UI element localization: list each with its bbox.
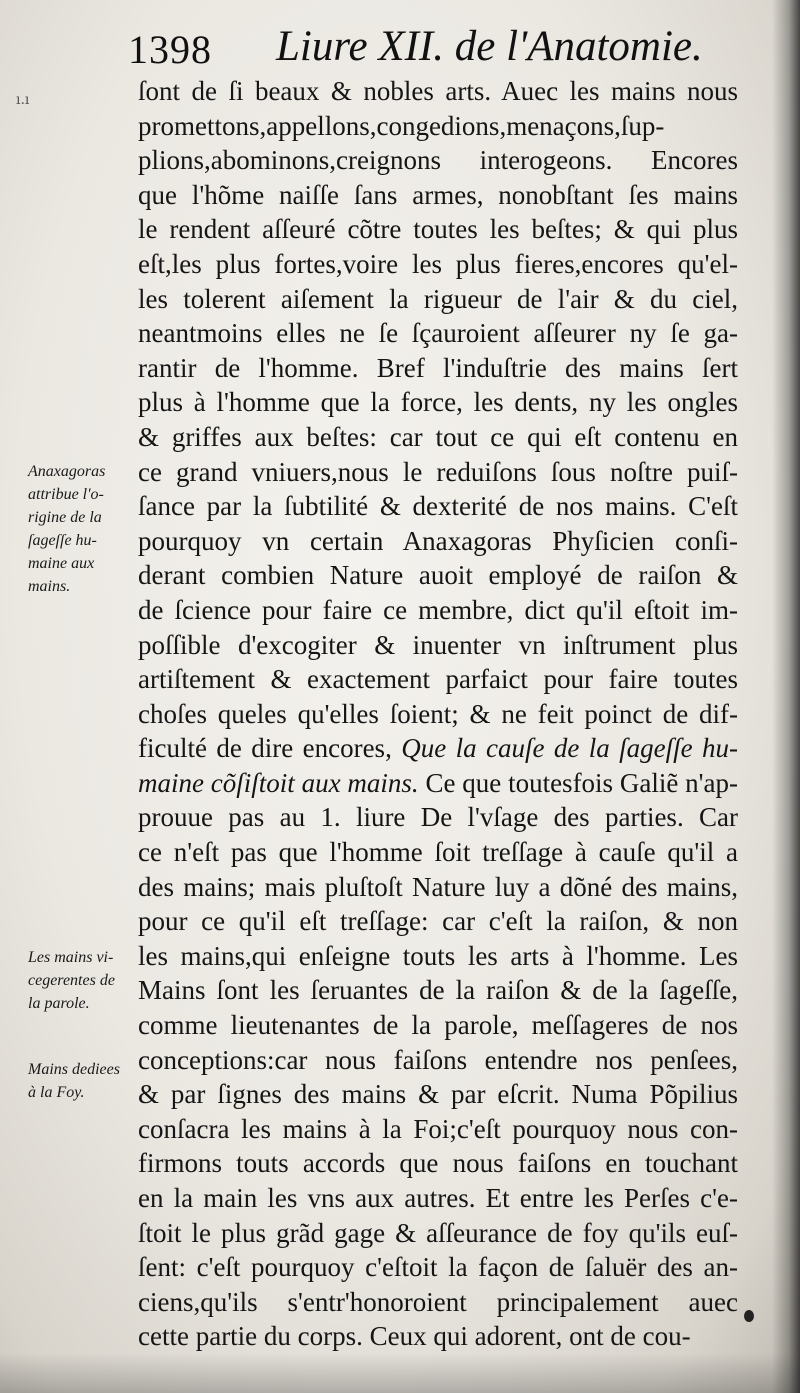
text-line: choſes queles qu'elles ſoient; & ne feit poinct de dif-: [138, 698, 738, 729]
text-line: ſent: c'eſt pourquoy c'eſtoit la façon de ſaluër des an-: [138, 1252, 738, 1283]
text-line: en la main les vns aux autres. Et entre les Perſes c'e-: [138, 1183, 738, 1213]
page-edge-shadow: [772, 0, 800, 1393]
italic-quotation: Que la cauſe de la ſageſſe hu-: [401, 733, 739, 764]
margin-note-parole: [28, 946, 156, 1015]
margin-note-foy: [28, 1058, 156, 1104]
margin-note-line: Mains dediees: [28, 1061, 120, 1078]
running-title: Liure XII. de l'Anatomie.: [276, 23, 703, 70]
text-line: rantir de l'homme. Bref l'induſtrie des mains ſert: [138, 352, 738, 383]
text-line: des mains; mais pluſtoſt Nature luy a dõné des mains,: [138, 871, 738, 902]
text-line: & griffes aux beſtes: car tout ce qui eſt contenu en: [138, 421, 738, 452]
text-line: prouue pas au 1. liure De l'vſage des parties. Car: [138, 802, 738, 833]
margin-note-line: cegerentes de: [28, 972, 115, 989]
text-line: les tolerent aiſement la rigueur de l'air & du ciel,: [138, 283, 738, 314]
roman-run: ficulté de dire encores,: [138, 733, 402, 764]
text-line: artiſtement & exactement parfaict pour faire toutes: [138, 664, 738, 695]
text-line: pour ce qu'il eſt treſſage: car c'eſt la raiſon, & non: [138, 906, 738, 937]
text-line: ſtoit le plus grãd gage & aſſeurance de foy qu'ils euſ-: [138, 1217, 738, 1248]
text-line: Mains ſont les ſeruantes de la raiſon & de la ſageſſe,: [138, 975, 738, 1006]
text-line: & par ſignes des mains & par eſcrit. Numa Põpilius: [138, 1079, 738, 1110]
text-line: derant combien Nature auoit employé de raiſon &: [138, 560, 738, 591]
text-line: ſont de ſi beaux & nobles arts. Auec les mains nous: [138, 76, 738, 106]
roman-run: Ce que toutesfois Galiẽ n'ap-: [418, 767, 738, 798]
margin-note-line: maine aux: [28, 555, 95, 572]
page-header: [128, 22, 703, 72]
margin-note-line: rigine de la: [28, 509, 102, 526]
text-line: firmons touts accords que nous faiſons en touchant: [138, 1148, 738, 1179]
text-line: ce n'eſt pas que l'homme ſoit treſſage à cauſe qu'il a: [138, 837, 738, 868]
text-line: les mains,qui enſeigne touts les arts à l'homme. Les: [138, 940, 738, 971]
text-line: eſt,les plus fortes,voire les plus fieres,encores qu'el-: [138, 248, 738, 279]
margin-note-line: Anaxagoras: [28, 463, 106, 480]
stray-ink-mark: ı.ı: [16, 92, 30, 108]
text-line: le rendent aſſeuré cõtre toutes les beſtes; & qui plus: [138, 214, 738, 245]
text-line: que l'hõme naiſſe ſans armes, nonobſtant ſes mains: [138, 179, 738, 210]
text-line: plions,abominons,creignons interogeons. Encores: [138, 145, 738, 176]
main-text-block: [138, 74, 738, 1354]
margin-note-line: attribue l'o-: [28, 486, 104, 503]
margin-note-line: Les mains vi-: [28, 949, 114, 966]
text-line: promettons,appellons,congedions,menaçons,ſup-: [138, 110, 665, 141]
text-line: de ſcience pour faire ce membre, dict qu'il eſtoit im-: [138, 594, 738, 625]
text-line: conceptions:car nous faiſons entendre nos penſees,: [138, 1044, 738, 1075]
text-line: ce grand vniuers,nous le reduiſons ſous noſtre puiſ-: [138, 456, 738, 487]
text-line: cette partie du corps. Ceux qui adorent, ont de cou-: [138, 1321, 691, 1352]
text-line: ſance par la ſubtilité & dexterité de nos mains. C'eſt: [138, 491, 738, 522]
text-line-with-italic: [138, 766, 738, 801]
text-line-with-italic: [138, 731, 738, 766]
margin-note-line: ſageſſe hu-: [28, 532, 97, 549]
margin-note-line: la parole.: [28, 995, 90, 1012]
text-line: pourquoy vn certain Anaxagoras Phyſicien conſi-: [138, 525, 738, 556]
text-line: comme lieutenantes de la parole, meſſageres de nos: [138, 1010, 738, 1041]
text-line: ciens,qu'ils s'entr'honoroient principalement auec: [138, 1286, 738, 1317]
italic-quotation: maine cõſiſtoit aux mains.: [138, 767, 419, 798]
margin-note-anaxagoras: [28, 460, 156, 598]
text-line: neantmoins elles ne ſe ſçauroient aſſeurer ny ſe ga-: [138, 318, 738, 349]
text-line: conſacra les mains à la Foi;c'eſt pourquoy nous con-: [138, 1113, 738, 1144]
page-bottom-shadow: [0, 1353, 800, 1393]
text-line: poſſible d'excogiter & inuenter vn inſtrument plus: [138, 629, 738, 660]
margin-note-line: à la Foy.: [28, 1084, 85, 1101]
page-number: 1398: [128, 27, 212, 72]
ink-blot: [744, 1310, 754, 1322]
margin-note-line: mains.: [28, 578, 71, 595]
text-line: plus à l'homme que la force, les dents, ny les ongles: [138, 387, 738, 418]
